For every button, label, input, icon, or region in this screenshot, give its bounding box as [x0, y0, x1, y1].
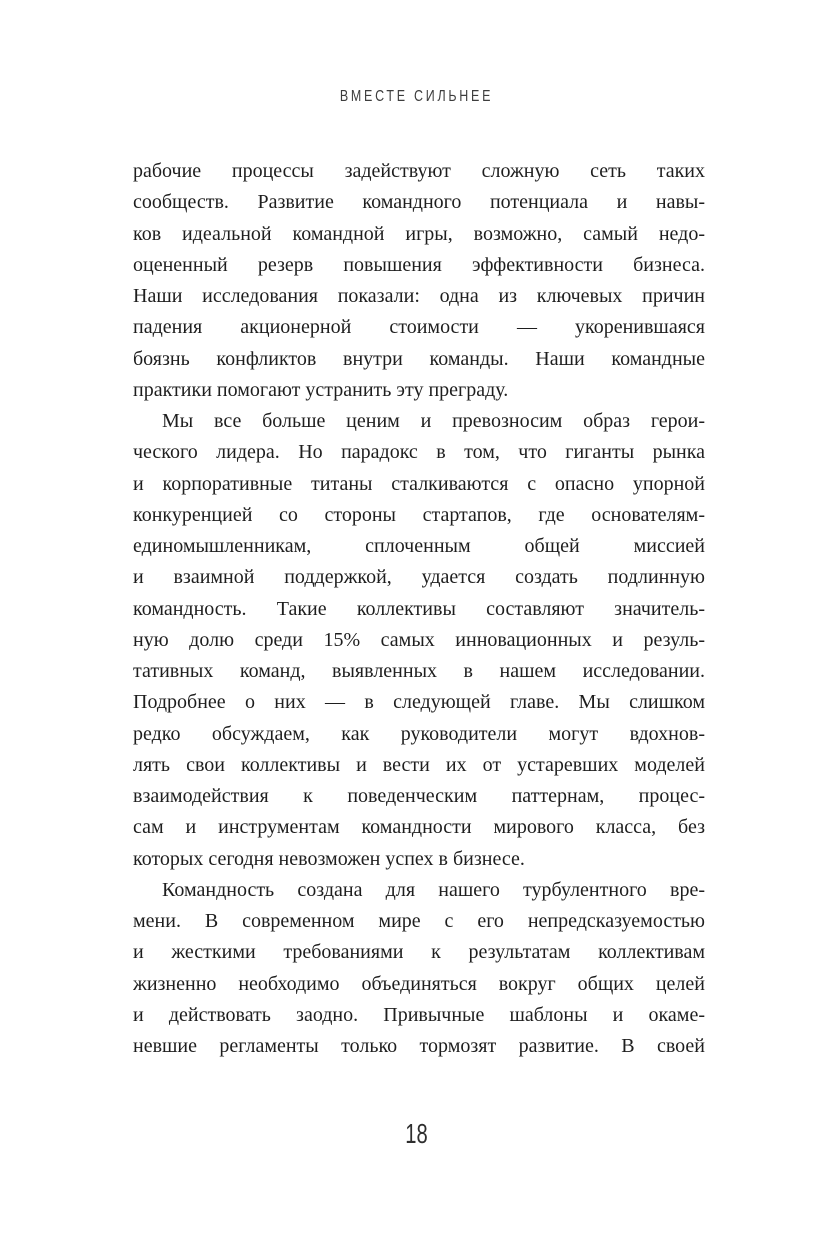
paragraph [133, 156, 705, 406]
text-line: мени. В современном мире с его непредсказуемостью [133, 910, 705, 932]
text-line: командность. Такие коллективы составляют значитель- [133, 597, 705, 620]
text-line: падения акционерной стоимости — укоренившаяся [133, 316, 705, 339]
page-number: 18 [405, 1118, 428, 1149]
text-line: взаимодействия к поведенческим паттернам, процес- [133, 785, 705, 807]
text-line: боязнь конфликтов внутри команды. Наши командные [133, 347, 705, 370]
text-line: Подробнее о них — в следующей главе. Мы слишком [133, 691, 705, 714]
text-line: тативных команд, выявленных в нашем исследовании. [133, 660, 705, 682]
text-line: оцененный резерв повышения эффективности бизнеса. [133, 253, 705, 276]
text-line: жизненно необходимо объединяться вокруг общих целей [133, 972, 705, 995]
text-line: и действовать заодно. Привычные шаблоны и окаме- [133, 1003, 705, 1026]
text-line: ную долю среди 15% самых инновационных и резуль- [133, 628, 705, 651]
text-line: и корпоративные титаны сталкиваются с опасно упорной [133, 472, 705, 495]
text-line: и взаимной поддержкой, удается создать подлинную [133, 566, 705, 589]
text-line: ческого лидера. Но парадокс в том, что гиганты рынка [133, 441, 705, 464]
page-text [133, 156, 705, 1062]
text-line: и жесткими требованиями к результатам коллективам [133, 941, 705, 964]
paragraph [133, 406, 705, 875]
text-line: невшие регламенты только тормозят развитие. В своей [133, 1035, 705, 1057]
text-line: рабочие процессы задействуют сложную сеть таких [133, 160, 705, 182]
running-head: ВМЕСТЕ СИЛЬНЕЕ [339, 88, 494, 105]
text-line: Наши исследования показали: одна из ключевых причин [133, 285, 705, 307]
text-line: Мы все больше ценим и превозносим образ герои- [162, 410, 705, 432]
paragraph [133, 875, 705, 1063]
text-line: конкуренцией со стороны стартапов, где основателям- [133, 503, 705, 526]
text-line: единомышленникам, сплоченным общей миссией [133, 535, 705, 557]
text-line: редко обсуждаем, как руководители могут вдохнов- [133, 722, 705, 745]
text-line: Командность создана для нашего турбулентного вре- [162, 878, 705, 901]
text-line: практики помогают устранить эту преграду. [133, 378, 509, 401]
text-line: которых сегодня невозможен успех в бизнесе. [133, 847, 525, 870]
text-line: сам и инструментам командности мирового класса, без [133, 816, 705, 839]
text-line: сообществ. Развитие командного потенциала и навы- [133, 191, 705, 214]
text-line: ков идеальной командной игры, возможно, самый недо- [133, 222, 705, 245]
text-line: лять свои коллективы и вести их от устаревших моделей [133, 753, 705, 776]
